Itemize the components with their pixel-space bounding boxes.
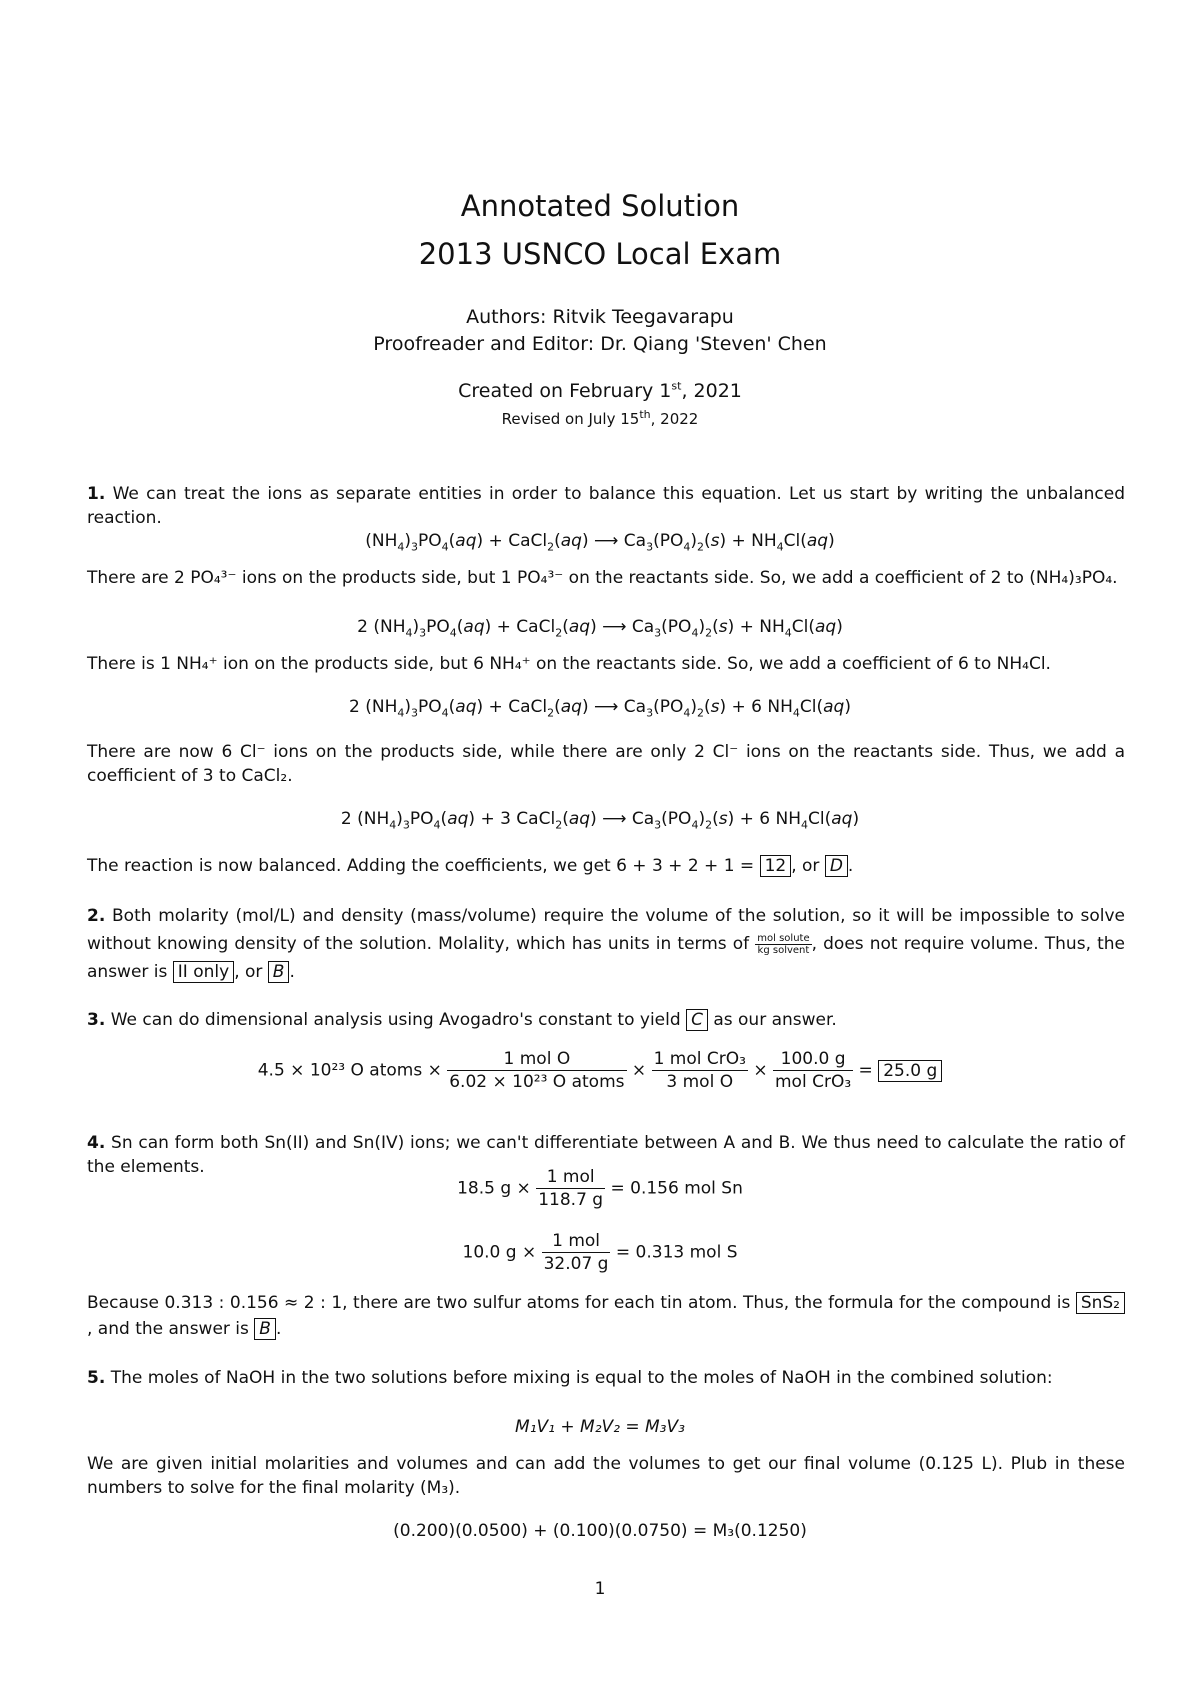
revised-date: Revised on July 15th, 2022 <box>501 408 699 428</box>
q2-answer-value: II only <box>173 961 234 983</box>
q1-intro: 1. We can treat the ions as separate entities in order to balance this equation. Let us start by writing the unbalanced reaction. <box>87 484 1125 528</box>
page-number: 1 <box>594 1579 606 1599</box>
title-line-2: 2013 USNCO Local Exam <box>418 237 782 271</box>
q3-text: 3. We can do dimensional analysis using Avogadro's constant to yield C as our answer. <box>87 1010 837 1030</box>
q2-fraction: $\frac{\text{mol solute}}{\text{kg solvent}}$ <box>757 932 810 956</box>
q1-equation-step2: 2 $(NH_4)_3PO_4(aq)$ + CaCl$_2$(aq) ⟶ $Ca_3(PO_4)_2(s) + 6$ $NH_4Cl(aq)$ <box>349 697 851 720</box>
q1-step3: There are now 6 Cl⁻ ions on the products side, while there are only 2 Cl⁻ ions on the reactants side. Thus, we add a coefficient of 3 to CaCl₂. <box>87 742 1125 786</box>
q3-dimensional-analysis: 4.5 × 10²³ O atoms × $\frac{\text{1 mol O}}{\text{6.02 × 10²³ O atoms}}$ × $\frac{\text{1 mol CrO₃}}{\text{3 mol O}}$ × $\frac{100.0 g}{\text{mol CrO₃}}$ = 25.0 g <box>0 1048 1200 1093</box>
title-line-1: Annotated Solution <box>460 189 740 223</box>
q4-conclusion: Because 0.313 : 0.156 ≈ 2 : 1, there are two sulfur atoms for each tin atom. Thus, the formula for the compound is SnS₂, and the answer is B . <box>87 1290 1125 1342</box>
q2-answer-letter: B <box>268 961 290 983</box>
q3-result: 25.0 g <box>878 1060 942 1082</box>
q4-text: 4. Sn can form both Sn(II) and Sn(IV) ions; we can't differentiate between A and B. We thus need to calculate the ratio of the elements. <box>87 1133 1125 1177</box>
q1-answer-value: 12 <box>760 855 792 877</box>
q4-formula: SnS₂ <box>1076 1292 1125 1314</box>
q5-equation: M₁V₁ + M₂V₂ = M₃V₃ <box>515 1417 685 1437</box>
created-date: Created on February 1st, 2021 <box>458 379 742 402</box>
authors-line: Authors: Ritvik Teegavarapu <box>466 306 734 328</box>
q1-equation-step1: 2 $(NH_4)_3PO_4(aq)$ + CaCl$_2$(aq) ⟶ $Ca_3(PO_4)_2(s) + NH_4Cl(aq)$ <box>357 617 843 640</box>
q1-answer-letter: D <box>825 855 848 877</box>
q1-equation-balanced: 2 $(NH_4)_3PO_4(aq) + 3$ CaCl$_2$(aq) ⟶ $Ca_3(PO_4)_2(s) + 6$ $NH_4Cl(aq)$ <box>340 809 860 832</box>
q1-equation-unbalanced: $(NH_4)_3PO_4(aq)$ + CaCl$_2$(aq) ⟶ $Ca_3(PO_4)_2(s) + NH_4Cl(aq)$ <box>365 531 835 554</box>
q4-answer-letter: B <box>254 1318 276 1340</box>
q1-step2: There is 1 NH₄⁺ ion on the products side, but 6 NH₄⁺ on the reactants side. So, we add a coefficient of 6 to NH₄Cl. <box>87 654 1051 674</box>
q5-text-2: We are given initial molarities and volumes and can add the volumes to get our final volume (0.125 L). Plub in these numbers to solve for the final molarity (M₃). <box>87 1454 1125 1498</box>
q3-answer-letter: C <box>686 1009 708 1031</box>
q1-step1: There are 2 PO₄³⁻ ions on the products side, but 1 PO₄³⁻ on the reactants side. So, we add a coefficient of 2 to (NH₄)₃PO₄. <box>87 568 1118 588</box>
q1-conclusion: The reaction is now balanced. Adding the coefficients, we get 6 + 3 + 2 + 1 = 12 , or D . <box>87 856 854 876</box>
q5-equation-2: (0.200)(0.0500) + (0.100)(0.0750) = M₃(0.1250) <box>393 1521 807 1541</box>
q4-equation-sn: 18.5 g × $\frac{\text{1 mol}}{118.7 g}$ = 0.156 mol Sn <box>457 1167 743 1210</box>
q5-text: 5. The moles of NaOH in the two solutions before mixing is equal to the moles of NaOH in the combined solution: <box>87 1368 1053 1388</box>
editor-line: Proofreader and Editor: Dr. Qiang 'Steven' Chen <box>373 333 827 355</box>
q2-text: 2. Both molarity (mol/L) and density (mass/volume) require the volume of the solution, so it will be impossible to solve without knowing density of the solution. Molality, which has units in terms of $\frac{\text{mol solute}}{\text{kg solvent}}$ , does not require volume. Thus, the answer is II only , or B . <box>87 906 1125 982</box>
q4-equation-s: 10.0 g × $\frac{\text{1 mol}}{32.07 g}$ = 0.313 mol S <box>462 1231 738 1274</box>
